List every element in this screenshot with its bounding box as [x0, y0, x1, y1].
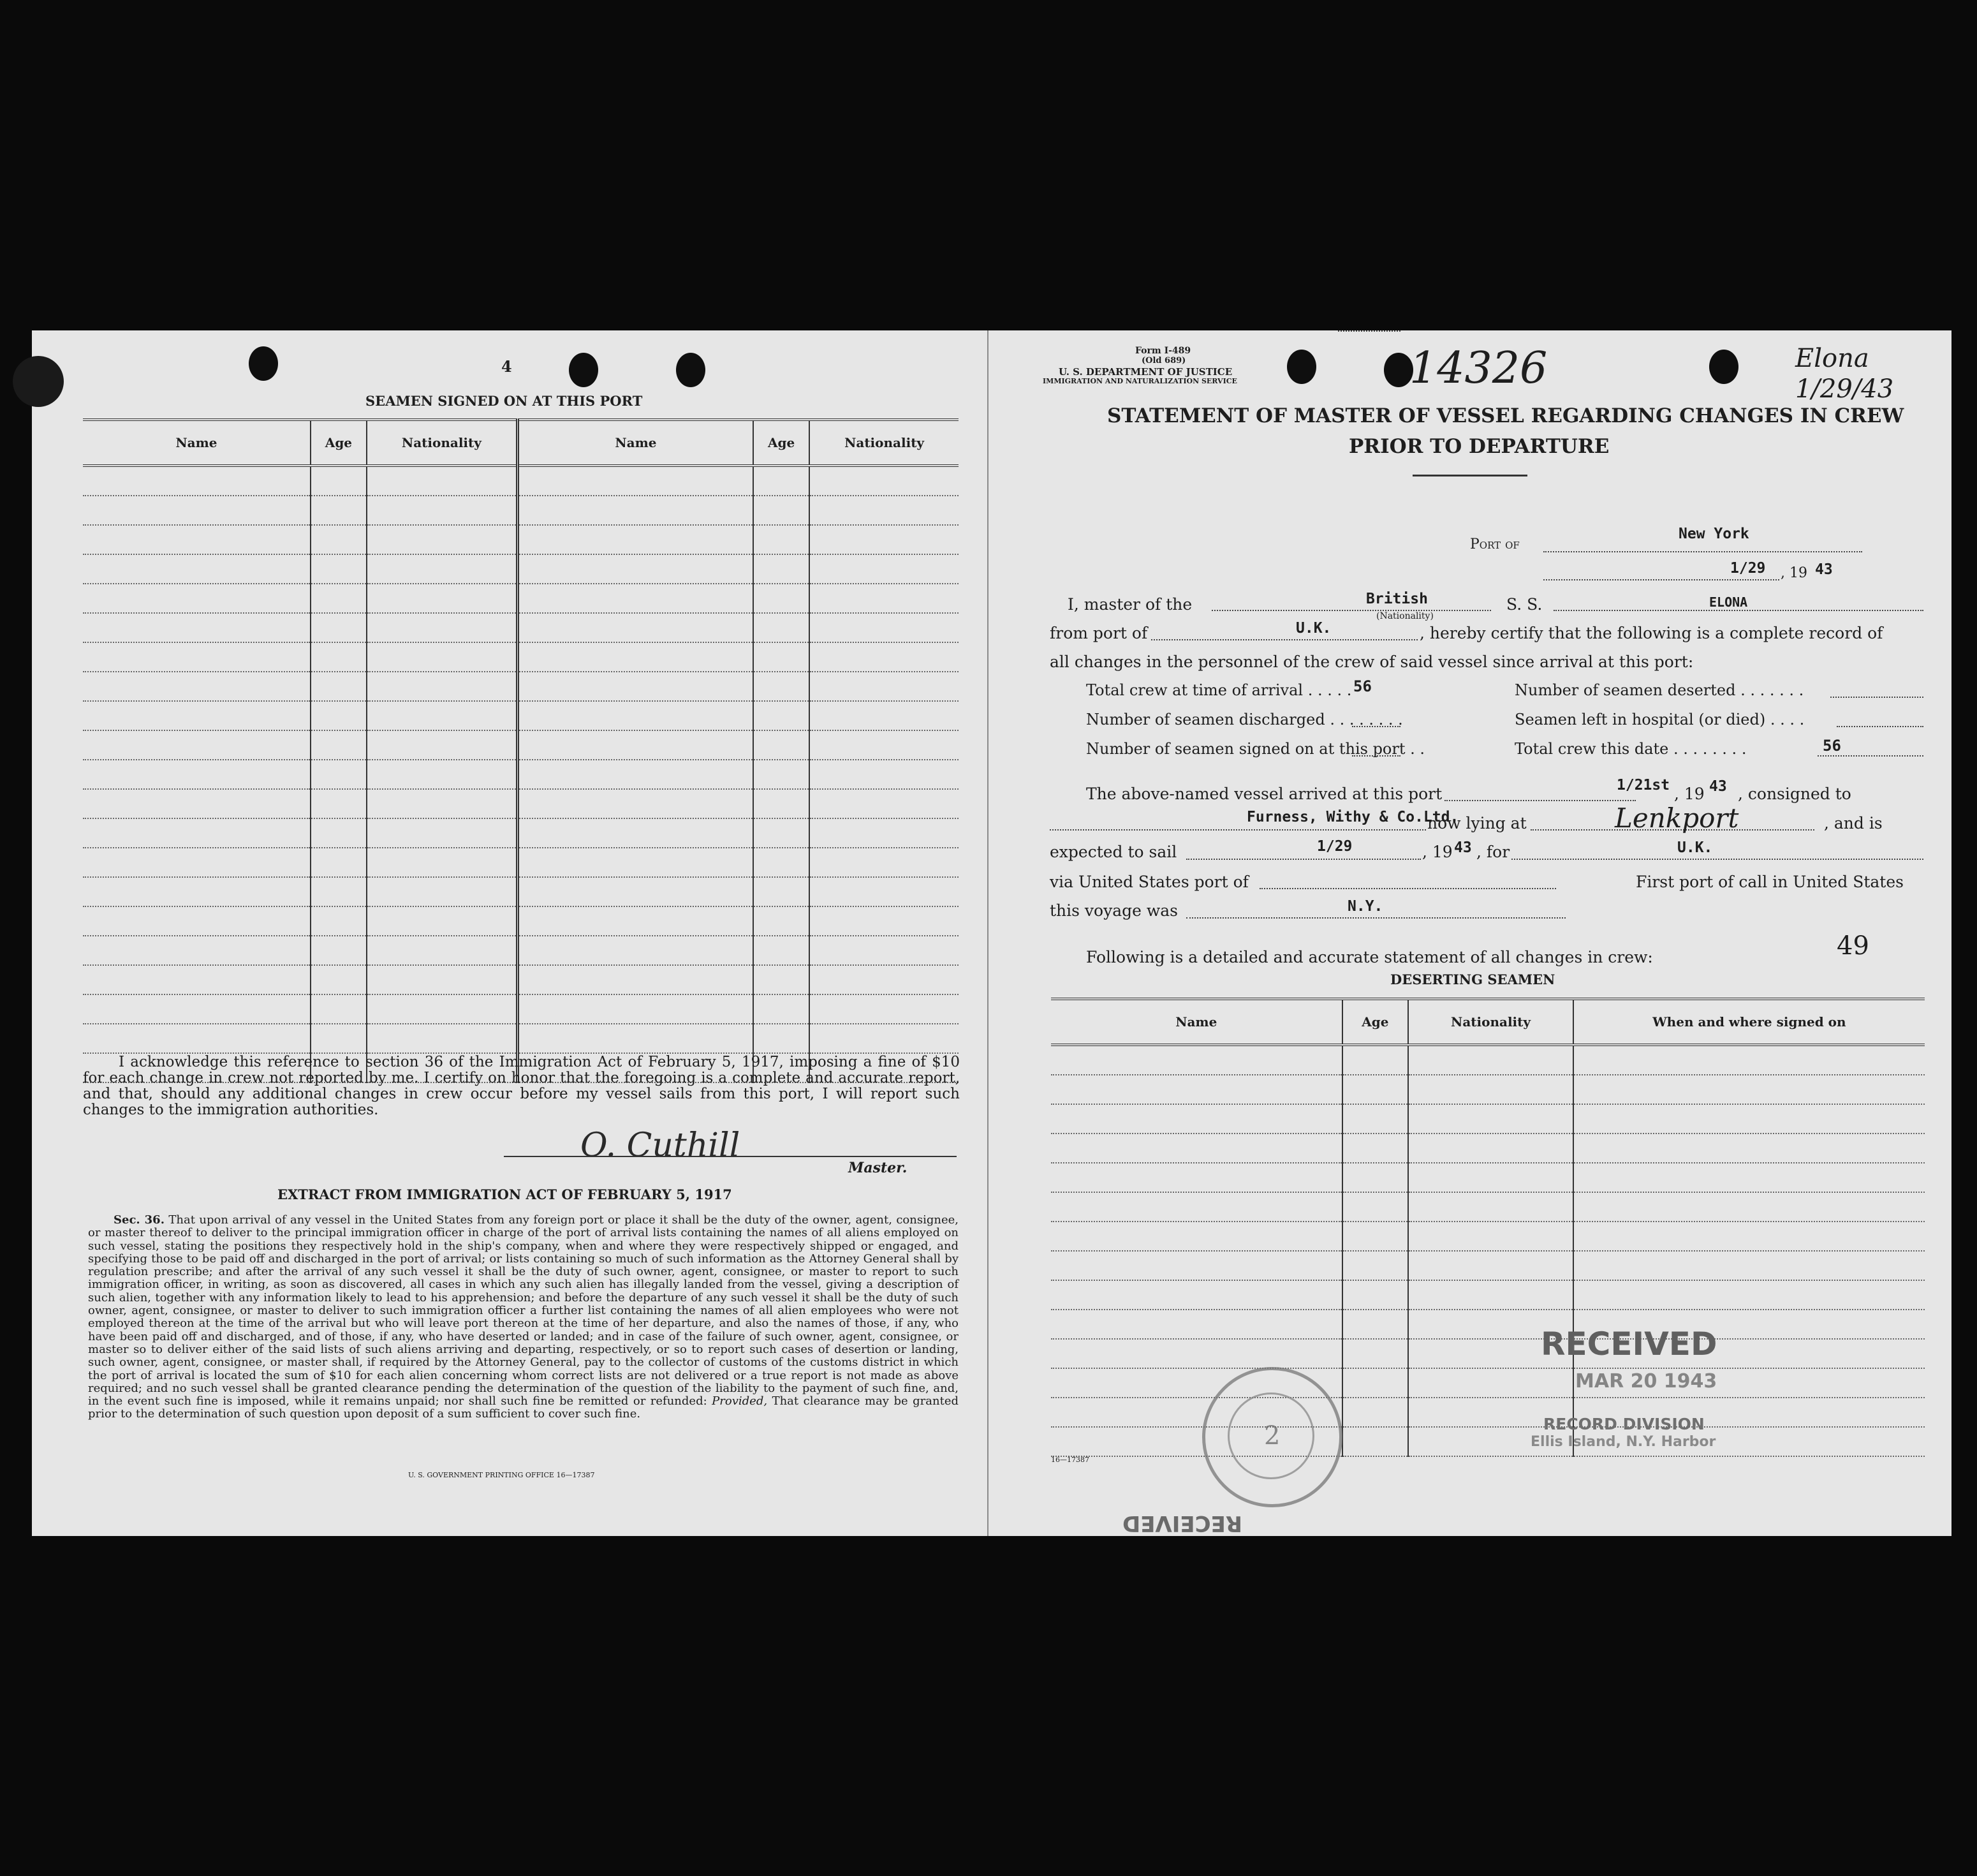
- table-cell: [809, 848, 959, 877]
- lying-at-label: now lying at: [1427, 814, 1527, 832]
- deserting-seamen-title: DESERTING SEAMEN: [1390, 971, 1555, 987]
- table-cell: [1342, 1398, 1409, 1427]
- section-36-provided: Provided,: [712, 1394, 768, 1408]
- table-cell: [517, 642, 753, 672]
- form-code: 16—17387: [1051, 1456, 1089, 1464]
- table-cell: [83, 496, 311, 525]
- master-of-the-label: I, master of the: [1068, 595, 1193, 614]
- table-cell: [1051, 1045, 1342, 1075]
- table-cell: [311, 760, 367, 789]
- table-cell: [1051, 1222, 1342, 1251]
- table-cell: [311, 994, 367, 1024]
- service-name: IMMIGRATION AND NATURALIZATION SERVICE: [1043, 377, 1237, 385]
- table-row: [1051, 1104, 1925, 1134]
- section-36-body: That upon arrival of any vessel in the United States from any foreign port or place it shall be the duty of the owner, agent, consignee, or master thereof to deliver to the principal immigration officer in charge of the port of arrival lists containing the names of all aliens employed on such vessel, stating the positions they respectively hold in the ship's company, when and where they were respectively shipped or engaged, and specifying those to be paid off and discharged in the port of arrival; or lists containing so much of such information as the Attorney General shall by regulation prescribe; and after the arrival of any such vessel it shall be the duty of such owner, agent, consignee, or master to report to such immigration officer, in writing, as soon as discovered, all cases in which any such alien has illegally landed from the vessel, giving a description of such alien, together with any information likely to lead to his apprehension; and before the departure of any such vessel it shall be the duty of such owner, agent, consignee, or master to deliver to such immigration officer a further list containing the names of all alien employees who were not employed thereon at the time of the arrival but who will leave port thereon at the time of her departure, and also the names of those, if any, who have been paid off and discharged, and of those, if any, who have deserted or landed; and in case of the failure of such owner, agent, consignee, or master so to deliver either of the said lists of such aliens arriving and departing, respectively, or so to report such cases of desertion or landing, such owner, agent, consignee, or master shall, if required by the Attorney General, pay to the collector of customs of the customs district in which the port of arrival is located the sum of $10 for each alien concerning whom correct lists are not delivered or a true report is not made as above required; and no such vessel shall be granted clearance pending the determination of the question of the liability to the payment of such fine, and, in the event such fine is imposed, while it remains unpaid; nor shall such fine be remitted or refunded:: [88, 1213, 959, 1408]
- table-row: [1051, 1222, 1925, 1251]
- table-cell: [83, 848, 311, 877]
- table-cell: [1573, 1075, 1925, 1104]
- voyage-label: this voyage was: [1050, 901, 1179, 920]
- table-cell: [367, 818, 517, 848]
- certify-text: , hereby certify that the following is a complete record of: [1420, 624, 1883, 642]
- table-cell: [311, 848, 367, 877]
- page-number: 4: [501, 357, 512, 376]
- table-cell: [753, 1024, 809, 1053]
- table-cell: [1342, 1104, 1409, 1134]
- table-cell: [367, 936, 517, 965]
- table-cell: [1408, 1280, 1573, 1310]
- table-row: [83, 466, 959, 496]
- table-cell: [311, 730, 367, 760]
- table-cell: [311, 818, 367, 848]
- column-header: Name: [1051, 999, 1342, 1045]
- table-row: [1051, 1280, 1925, 1310]
- deserted-label: Number of seamen deserted . . . . . . .: [1515, 681, 1804, 699]
- table-cell: [517, 554, 753, 584]
- table-cell: [311, 789, 367, 818]
- lying-at-value: Lenkport: [1615, 802, 1739, 834]
- table-cell: [1051, 1075, 1342, 1104]
- table-cell: [1573, 1045, 1925, 1075]
- column-header: Nationality: [1408, 999, 1573, 1045]
- table-cell: [1408, 1251, 1573, 1280]
- arrived-year: 43: [1709, 778, 1727, 795]
- ss-label: S. S.: [1506, 595, 1543, 614]
- sail-date-value: 1/29: [1317, 838, 1353, 855]
- table-cell: [367, 701, 517, 730]
- table-cell: [1342, 1075, 1409, 1104]
- table-cell: [311, 672, 367, 701]
- table-row: [83, 525, 959, 554]
- table-cell: [1573, 1134, 1925, 1163]
- table-cell: [809, 613, 959, 642]
- table-cell: [367, 584, 517, 613]
- table-cell: [809, 760, 959, 789]
- table-cell: [367, 525, 517, 554]
- form-number: Form I-489: [1135, 346, 1191, 356]
- table-cell: [809, 936, 959, 965]
- table-cell: [83, 672, 311, 701]
- table-cell: [517, 906, 753, 936]
- column-header: Age: [753, 420, 809, 466]
- table-cell: [311, 906, 367, 936]
- master-signature: O. Cuthill: [580, 1126, 740, 1165]
- table-cell: [1342, 1251, 1409, 1280]
- table-cell: [809, 877, 959, 906]
- table-cell: [83, 466, 311, 496]
- table-row: [1051, 1163, 1925, 1192]
- punch-hole: [1709, 350, 1738, 384]
- table-cell: [1573, 1280, 1925, 1310]
- table-cell: [83, 525, 311, 554]
- table-cell: [517, 730, 753, 760]
- table-row: [1051, 1251, 1925, 1280]
- table-cell: [311, 936, 367, 965]
- partial-received-stamp: RECEIVED: [1122, 1510, 1242, 1536]
- expected-to-sail-label: expected to sail: [1050, 843, 1177, 861]
- table-cell: [517, 701, 753, 730]
- table-cell: [809, 466, 959, 496]
- from-port-label: from port of: [1050, 624, 1148, 642]
- table-row: [1051, 1045, 1925, 1075]
- table-cell: [1573, 1192, 1925, 1222]
- table-cell: [311, 701, 367, 730]
- table-cell: [809, 525, 959, 554]
- table-cell: [83, 789, 311, 818]
- table-row: [83, 584, 959, 613]
- table-row: [83, 554, 959, 584]
- section-36-tail: That clearance may be granted prior to the determination of such question upon deposit of a sum sufficient to cover such fine.: [88, 1394, 959, 1421]
- arrived-label: The above-named vessel arrived at this port: [1086, 785, 1443, 803]
- table-cell: [1408, 1192, 1573, 1222]
- table-cell: [367, 466, 517, 496]
- punch-hole: [1287, 350, 1316, 384]
- table-cell: [367, 965, 517, 994]
- table-cell: [753, 730, 809, 760]
- table-cell: [517, 525, 753, 554]
- table-row: [83, 760, 959, 789]
- table-cell: [809, 672, 959, 701]
- table-row: [83, 496, 959, 525]
- nationality-value: British: [1366, 591, 1428, 607]
- table-cell: [753, 965, 809, 994]
- total-crew-arrival-label: Total crew at time of arrival . . . . .: [1086, 681, 1352, 699]
- consignee-value: Furness, Withy & Co.Ltd.: [1247, 809, 1459, 825]
- table-cell: [753, 701, 809, 730]
- form-old-number: (Old 689): [1142, 356, 1186, 366]
- table-cell: [1051, 1104, 1342, 1134]
- table-row: [83, 848, 959, 877]
- table-cell: [1408, 1075, 1573, 1104]
- master-label: Master.: [848, 1160, 908, 1176]
- table-cell: [809, 701, 959, 730]
- table-cell: [1408, 1134, 1573, 1163]
- via-port-label: via United States port of: [1050, 873, 1249, 891]
- table-cell: [809, 965, 959, 994]
- date-value: 1/29: [1730, 560, 1766, 577]
- table-cell: [311, 525, 367, 554]
- seamen-signed-on-table: [83, 418, 959, 1083]
- table-cell: [809, 789, 959, 818]
- total-crew-date-value: 56: [1823, 737, 1841, 755]
- table-cell: [517, 877, 753, 906]
- table-cell: [1051, 1251, 1342, 1280]
- table-row: [83, 994, 959, 1024]
- table-title: SEAMEN SIGNED ON AT THIS PORT: [365, 393, 643, 409]
- table-cell: [311, 554, 367, 584]
- hospital-label: Seamen left in hospital (or died) . . . .: [1515, 711, 1805, 728]
- table-cell: [83, 584, 311, 613]
- table-cell: [83, 936, 311, 965]
- table-cell: [517, 760, 753, 789]
- arrived-value: 1/21st: [1617, 777, 1670, 794]
- table-row: [1051, 1427, 1925, 1456]
- record-division-stamp: RECORD DIVISION: [1543, 1415, 1705, 1433]
- column-header: Name: [83, 420, 311, 466]
- table-cell: [753, 496, 809, 525]
- table-cell: [367, 906, 517, 936]
- handwritten-ship-date: Elona 1/29/43: [1795, 344, 1894, 404]
- table-row: [83, 906, 959, 936]
- table-cell: [809, 496, 959, 525]
- received-stamp: RECEIVED: [1541, 1326, 1717, 1363]
- table-row: [1051, 1310, 1925, 1339]
- table-cell: [1573, 1222, 1925, 1251]
- table-cell: [367, 642, 517, 672]
- table-cell: [1408, 1368, 1573, 1398]
- table-cell: [753, 818, 809, 848]
- total-crew-arrival-value: 56: [1353, 677, 1372, 695]
- table-cell: [1342, 1192, 1409, 1222]
- handwritten-file-number: 14326: [1409, 343, 1548, 394]
- table-row: [1051, 1339, 1925, 1368]
- table-cell: [753, 760, 809, 789]
- table-row: [1051, 1075, 1925, 1104]
- nationality-caption: (Nationality): [1376, 611, 1434, 621]
- table-cell: [1051, 1310, 1342, 1339]
- table-cell: [517, 496, 753, 525]
- table-cell: [1408, 1045, 1573, 1075]
- table-cell: [1342, 1310, 1409, 1339]
- table-cell: [83, 554, 311, 584]
- table-row: [83, 877, 959, 906]
- column-header: When and where signed on: [1573, 999, 1925, 1045]
- handwritten-49: 49: [1837, 931, 1869, 961]
- table-cell: [517, 672, 753, 701]
- table-cell: [367, 789, 517, 818]
- table-cell: [1051, 1339, 1342, 1368]
- table-cell: [83, 613, 311, 642]
- table-cell: [809, 730, 959, 760]
- table-cell: [311, 466, 367, 496]
- table-cell: [367, 760, 517, 789]
- date-year-prefix: , 19: [1781, 565, 1807, 581]
- port-of-label: Port of: [1470, 536, 1520, 552]
- table-cell: [753, 906, 809, 936]
- table-cell: [83, 701, 311, 730]
- circular-seal-stamp: 2: [1202, 1367, 1342, 1507]
- table-cell: [1408, 1222, 1573, 1251]
- section-36-label: Sec. 36.: [114, 1213, 165, 1227]
- table-cell: [311, 965, 367, 994]
- punch-hole: [13, 356, 64, 407]
- table-cell: [809, 584, 959, 613]
- table-cell: [311, 642, 367, 672]
- table-cell: [753, 848, 809, 877]
- and-is-label: , and is: [1824, 814, 1883, 832]
- table-cell: [1342, 1163, 1409, 1192]
- port-value: New York: [1679, 526, 1749, 542]
- voyage-value: N.Y.: [1348, 898, 1383, 915]
- punch-hole: [249, 346, 278, 381]
- table-cell: [1342, 1339, 1409, 1368]
- table-cell: [311, 877, 367, 906]
- table-cell: [83, 906, 311, 936]
- table-cell: [83, 818, 311, 848]
- table-cell: [83, 760, 311, 789]
- column-header: Name: [517, 420, 753, 466]
- column-header: Age: [311, 420, 367, 466]
- table-cell: [1573, 1251, 1925, 1280]
- printing-office-line: U. S. GOVERNMENT PRINTING OFFICE 16—17387: [408, 1471, 595, 1479]
- table-cell: [311, 1024, 367, 1053]
- table-cell: [517, 994, 753, 1024]
- table-cell: [367, 496, 517, 525]
- discharged-label: Number of seamen discharged . . . . . . . .: [1086, 711, 1403, 728]
- table-cell: [753, 554, 809, 584]
- extract-title: EXTRACT FROM IMMIGRATION ACT OF FEBRUARY 5, 1917: [277, 1186, 732, 1202]
- table-cell: [809, 1024, 959, 1053]
- table-cell: [753, 994, 809, 1024]
- following-text: Following is a detailed and accurate statement of all changes in crew:: [1086, 948, 1653, 966]
- table-cell: [367, 554, 517, 584]
- table-cell: [83, 994, 311, 1024]
- column-header: Age: [1342, 999, 1409, 1045]
- destination-value: U.K.: [1677, 839, 1713, 856]
- table-cell: [753, 789, 809, 818]
- ship-name: ELONA: [1709, 595, 1748, 610]
- table-row: [83, 701, 959, 730]
- deserting-seamen-table: [1051, 998, 1925, 1457]
- table-cell: [367, 848, 517, 877]
- consigned-label: , consigned to: [1738, 785, 1851, 803]
- table-cell: [1342, 1280, 1409, 1310]
- form-title-line-2: PRIOR TO DEPARTURE: [1349, 435, 1610, 458]
- table-cell: [1573, 1163, 1925, 1192]
- left-page: [32, 330, 995, 1536]
- signed-on-label: Number of seamen signed on at this port . .: [1086, 740, 1425, 758]
- table-cell: [809, 818, 959, 848]
- table-cell: [1051, 1163, 1342, 1192]
- table-cell: [809, 906, 959, 936]
- table-cell: [83, 1024, 311, 1053]
- table-row: [83, 613, 959, 642]
- ellis-island-stamp: Ellis Island, N.Y. Harbor: [1531, 1434, 1716, 1450]
- arrived-year-prefix: , 19: [1674, 785, 1705, 803]
- table-cell: [1051, 1134, 1342, 1163]
- acknowledgement-text: I acknowledge this reference to section 36 of the Immigration Act of February 5, 1917, imposing a fine of $10 for each change in crew not reported by me. I certify on honor that the foregoing is a complete and accurate report, and that, should any additional changes in crew occur before my vessel sails from this port, I will report such changes to the immigration authorities.: [83, 1054, 960, 1118]
- table-row: [83, 965, 959, 994]
- table-row: [83, 818, 959, 848]
- table-cell: [753, 936, 809, 965]
- table-cell: [1342, 1045, 1409, 1075]
- column-header: Nationality: [367, 420, 517, 466]
- table-cell: [311, 496, 367, 525]
- table-cell: [1408, 1163, 1573, 1192]
- table-cell: [367, 672, 517, 701]
- table-row: [83, 1024, 959, 1053]
- table-cell: [753, 613, 809, 642]
- table-cell: [517, 818, 753, 848]
- table-cell: [83, 642, 311, 672]
- table-cell: [753, 642, 809, 672]
- table-cell: [1342, 1368, 1409, 1398]
- table-cell: [1573, 1104, 1925, 1134]
- table-cell: [809, 642, 959, 672]
- table-cell: [809, 994, 959, 1024]
- title-underline: [1413, 475, 1527, 476]
- from-port-value: U.K.: [1296, 620, 1332, 637]
- table-cell: [517, 466, 753, 496]
- table-cell: [517, 584, 753, 613]
- table-cell: [1342, 1427, 1409, 1456]
- table-cell: [1051, 1192, 1342, 1222]
- punch-hole: [569, 353, 598, 387]
- table-cell: [367, 1024, 517, 1053]
- received-stamp-date: MAR 20 1943: [1575, 1370, 1717, 1392]
- signature-line: [504, 1156, 957, 1157]
- department-name: U. S. DEPARTMENT OF JUSTICE: [1059, 366, 1233, 378]
- table-cell: [753, 466, 809, 496]
- table-row: [83, 730, 959, 760]
- table-cell: [517, 789, 753, 818]
- table-row: [83, 642, 959, 672]
- sail-year: 43: [1454, 839, 1472, 856]
- right-page: [988, 330, 1951, 1536]
- table-cell: [311, 584, 367, 613]
- table-cell: [367, 994, 517, 1024]
- sail-year-prefix: , 19: [1422, 843, 1453, 861]
- table-cell: [753, 525, 809, 554]
- table-row: [1051, 1368, 1925, 1398]
- table-cell: [83, 965, 311, 994]
- table-cell: [1051, 1280, 1342, 1310]
- table-cell: [83, 730, 311, 760]
- table-cell: [517, 965, 753, 994]
- table-cell: [753, 877, 809, 906]
- table-cell: [517, 1024, 753, 1053]
- form-title-line-1: STATEMENT OF MASTER OF VESSEL REGARDING CHANGES IN CREW: [1107, 404, 1904, 427]
- table-cell: [809, 554, 959, 584]
- total-crew-date-label: Total crew this date . . . . . . . .: [1515, 740, 1747, 758]
- table-cell: [367, 730, 517, 760]
- column-header: Nationality: [809, 420, 959, 466]
- table-cell: [753, 672, 809, 701]
- table-row: [83, 789, 959, 818]
- table-row: [1051, 1192, 1925, 1222]
- table-cell: [1408, 1104, 1573, 1134]
- all-changes-text: all changes in the personnel of the crew of said vessel since arrival at this port:: [1050, 653, 1694, 671]
- table-cell: [517, 848, 753, 877]
- table-cell: [1342, 1134, 1409, 1163]
- section-36-text: [88, 1214, 959, 1421]
- first-port-label: First port of call in United States: [1636, 873, 1904, 891]
- table-cell: [517, 613, 753, 642]
- table-cell: [753, 584, 809, 613]
- table-cell: [367, 613, 517, 642]
- table-row: [1051, 1398, 1925, 1427]
- punch-hole: [676, 353, 705, 387]
- table-row: [1051, 1134, 1925, 1163]
- table-cell: [311, 613, 367, 642]
- table-cell: [367, 877, 517, 906]
- for-label: , for: [1476, 843, 1510, 861]
- table-cell: [83, 877, 311, 906]
- table-cell: [1342, 1222, 1409, 1251]
- date-year: 43: [1815, 561, 1833, 578]
- table-row: [83, 672, 959, 701]
- table-row: [83, 936, 959, 965]
- table-cell: [517, 936, 753, 965]
